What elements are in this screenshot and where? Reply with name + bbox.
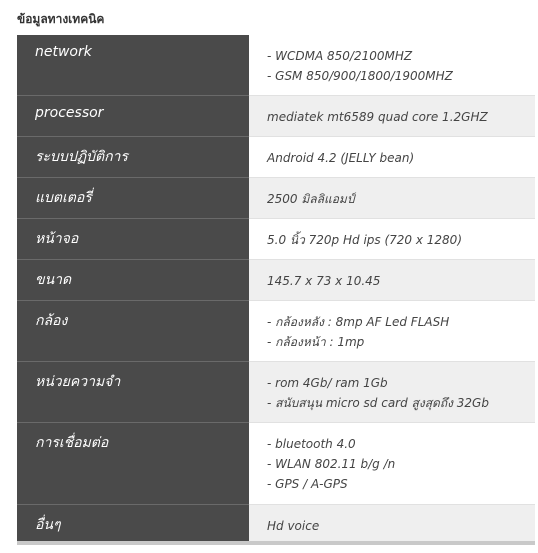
spec-label: processor [17, 95, 249, 136]
spec-value-line: - rom 4Gb/ ram 1Gb [267, 375, 388, 390]
spec-value [249, 361, 535, 422]
spec-value [249, 218, 535, 259]
spec-row-memory [17, 361, 535, 422]
spec-value-line: - กล้องหน้า : 1mp [267, 334, 365, 349]
spec-label: ขนาด [17, 259, 249, 300]
spec-value-line: 2500 มิลลิแอมป์ [267, 191, 355, 206]
spec-value-line: 5.0 นิ้ว 720p Hd ips (720 x 1280) [267, 232, 462, 247]
spec-row-battery [17, 177, 535, 218]
spec-label: กล้อง [17, 300, 249, 361]
spec-value-line: - GPS / A-GPS [267, 476, 348, 491]
spec-row-other [17, 504, 535, 543]
spec-value-line: - สนับสนุน micro sd card สูงสุดถึง 32Gb [267, 395, 489, 410]
section-title: ข้อมูลทางเทคนิค [17, 12, 105, 26]
spec-value [249, 136, 535, 177]
spec-label: หน้าจอ [17, 218, 249, 259]
spec-label: network [17, 35, 249, 95]
spec-row-size [17, 259, 535, 300]
spec-value-line: - GSM 850/900/1800/1900MHZ [267, 69, 453, 83]
spec-value [249, 35, 535, 95]
spec-value [249, 504, 535, 543]
spec-value-line: 145.7 x 73 x 10.45 [267, 273, 381, 288]
spec-value [249, 177, 535, 218]
spec-value-line: Hd voice [267, 518, 320, 533]
spec-table [17, 35, 535, 545]
spec-value-line: - กล้องหลัง : 8mp AF Led FLASH [267, 314, 450, 329]
spec-row-os [17, 136, 535, 177]
spec-label: อื่นๆ [17, 504, 249, 543]
spec-value-line: Android 4.2 (JELLY bean) [267, 150, 415, 165]
spec-value-line: - WCDMA 850/2100MHZ [267, 49, 413, 63]
spec-label: แบตเตอรี่ [17, 177, 249, 218]
spec-value-line: mediatek mt6589 quad core 1.2GHZ [267, 109, 488, 124]
spec-row-processor [17, 95, 535, 136]
spec-value [249, 95, 535, 136]
spec-row-network [17, 35, 535, 95]
spec-label: หน่วยความจำ [17, 361, 249, 422]
spec-value-line: - bluetooth 4.0 [267, 436, 356, 451]
spec-row-camera [17, 300, 535, 361]
spec-value-line: - WLAN 802.11 b/g /n [267, 456, 396, 471]
spec-row-connectivity [17, 422, 535, 504]
spec-value [249, 259, 535, 300]
spec-value [249, 422, 535, 504]
spec-row-screen [17, 218, 535, 259]
spec-label: ระบบปฏิบัติการ [17, 136, 249, 177]
spec-label: การเชื่อมต่อ [17, 422, 249, 504]
spec-value [249, 300, 535, 361]
